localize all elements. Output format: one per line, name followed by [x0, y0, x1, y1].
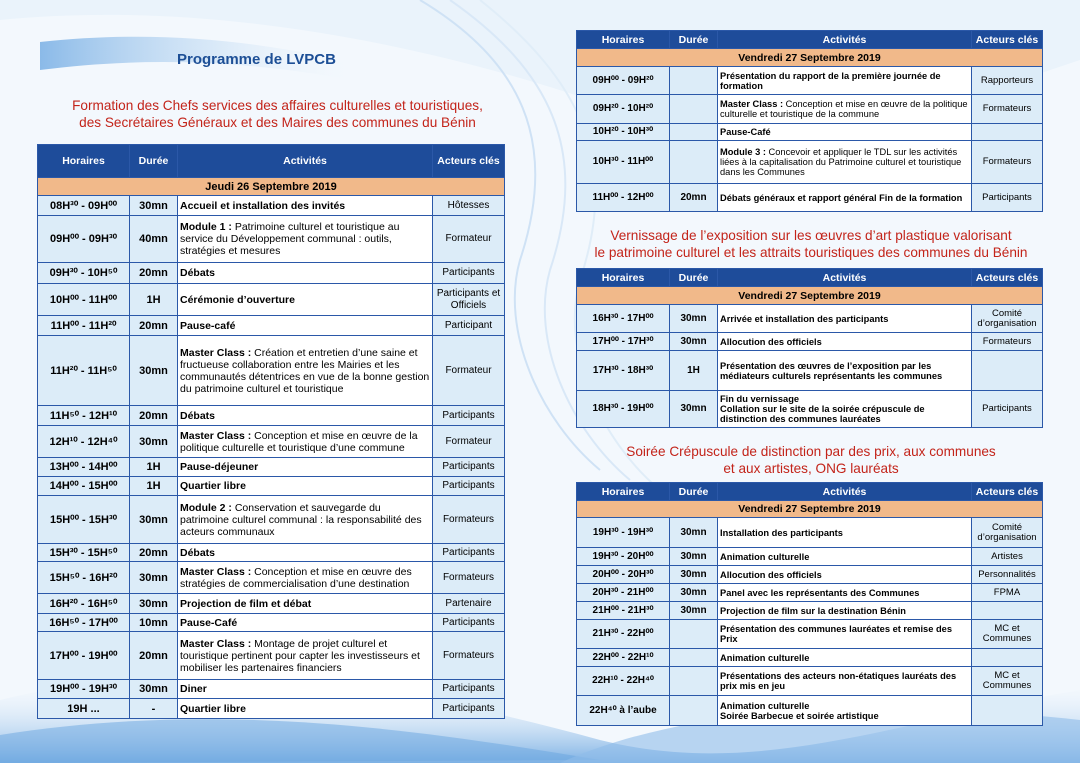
cell-acteurs: Participants et Officiels [433, 284, 505, 316]
table-row [577, 548, 1043, 566]
cell-horaire: 19H⁰⁰ - 19H³⁰ [38, 680, 130, 699]
cell-acteurs: Formateurs [433, 496, 505, 544]
cell-activite [718, 620, 972, 649]
activite-title: Module 2 : [180, 501, 232, 514]
cell-horaire: 15H⁵⁰ - 16H²⁰ [38, 562, 130, 594]
cell-horaire: 17H⁰⁰ - 17H³⁰ [577, 333, 670, 351]
cell-activite [718, 391, 972, 428]
header-acteurs: Acteurs clés [433, 145, 505, 178]
cell-acteurs: Hôtesses [433, 196, 505, 216]
cell-acteurs: Participants [433, 544, 505, 562]
cell-duree [670, 696, 718, 726]
cell-duree: 30mn [130, 680, 178, 699]
cell-activite [178, 426, 433, 458]
cell-duree: 30mn [130, 594, 178, 614]
activite-title: Pause-déjeuner [180, 461, 259, 473]
table-row [38, 496, 505, 544]
cell-activite [178, 263, 433, 284]
cell-activite [178, 614, 433, 632]
cell-activite [718, 95, 972, 124]
header-activites: Activités [718, 269, 972, 287]
table-row [577, 518, 1043, 548]
cell-horaire: 20H⁰⁰ - 20H³⁰ [577, 566, 670, 584]
activite-description: Conservation et sauvegarde du patrimoine culturel communal : la responsabilité des acteurs communaux [180, 501, 422, 538]
table-row [577, 391, 1043, 428]
activite-title: Allocution des officiels [720, 336, 822, 347]
cell-horaire: 22H¹⁰ - 22H⁴⁰ [577, 667, 670, 696]
cell-horaire: 11H⁰⁰ - 12H⁰⁰ [577, 184, 670, 212]
table-header-row [577, 31, 1043, 49]
table-row [38, 699, 505, 719]
table-row [38, 216, 505, 263]
cell-horaire: 12H¹⁰ - 12H⁴⁰ [38, 426, 130, 458]
cell-duree [670, 124, 718, 141]
cell-acteurs [972, 602, 1043, 620]
cell-acteurs: Comité d’organisation [972, 518, 1043, 548]
cell-duree: 1H [130, 458, 178, 477]
cell-activite [718, 518, 972, 548]
table-row [38, 263, 505, 284]
page-title: Programme de LVPCB [177, 51, 336, 68]
cell-acteurs: Participants [433, 263, 505, 284]
activite-title: Installation des participants [720, 527, 843, 538]
activite-title: Module 1 : [180, 221, 232, 233]
vernissage-table [576, 268, 1043, 428]
cell-acteurs [972, 124, 1043, 141]
table-row [38, 477, 505, 496]
cell-activite [718, 566, 972, 584]
subtitle-line: Soirée Crépuscule de distinction par des prix, aux communes [626, 444, 996, 459]
cell-activite [718, 602, 972, 620]
header-horaires: Horaires [577, 483, 670, 501]
cell-duree: 40mn [130, 216, 178, 263]
cell-horaire: 09H⁰⁰ - 09H³⁰ [38, 216, 130, 263]
cell-acteurs: Partenaire [433, 594, 505, 614]
vernissage-subtitle [572, 227, 1050, 261]
cell-horaire: 09H⁰⁰ - 09H²⁰ [577, 67, 670, 95]
cell-duree: 30mn [130, 496, 178, 544]
activite-title: Master Class : [720, 99, 784, 109]
table-row [577, 602, 1043, 620]
table-row [38, 196, 505, 216]
subtitle-line: et aux artistes, ONG lauréats [723, 461, 899, 476]
date-row [577, 49, 1043, 67]
table-row [577, 584, 1043, 602]
activite-description: Conception et mise en œuvre des stratégies de commercialisation d’une destination [180, 565, 412, 590]
cell-activite [178, 477, 433, 496]
table-header-row [577, 483, 1043, 501]
table-row [577, 184, 1043, 212]
activite-title: Allocution des officiels [720, 569, 822, 580]
cell-acteurs: Participant [433, 316, 505, 336]
cell-duree: 10mn [130, 614, 178, 632]
cell-duree: 1H [130, 477, 178, 496]
cell-horaire: 10H⁰⁰ - 11H⁰⁰ [38, 284, 130, 316]
cell-horaire: 22H⁴⁰ à l’aube [577, 696, 670, 726]
cell-horaire: 08H³⁰ - 09H⁰⁰ [38, 196, 130, 216]
cell-duree [670, 667, 718, 696]
cell-horaire: 10H³⁰ - 11H⁰⁰ [577, 141, 670, 184]
table-row [577, 696, 1043, 726]
activite-title: Animation culturelle [720, 652, 810, 663]
cell-duree: 20mn [130, 263, 178, 284]
cell-activite [718, 584, 972, 602]
table-row [577, 95, 1043, 124]
formation-day1-table [37, 144, 505, 719]
activite-title: Présentation du rapport de la première journée de formation [720, 70, 941, 91]
activite-title: Module 3 : [720, 147, 766, 157]
cell-acteurs: Formateur [433, 336, 505, 406]
cell-activite [178, 594, 433, 614]
cell-horaire: 16H²⁰ - 16H⁵⁰ [38, 594, 130, 614]
table-row [577, 351, 1043, 391]
cell-acteurs: Personnalités [972, 566, 1043, 584]
cell-activite [718, 649, 972, 667]
date-row [577, 287, 1043, 305]
subtitle-line: des Secrétaires Généraux et des Maires des communes du Bénin [79, 115, 476, 130]
cell-acteurs: Formateur [433, 426, 505, 458]
cell-acteurs: MC et Communes [972, 667, 1043, 696]
table-row [577, 141, 1043, 184]
cell-horaire: 10H²⁰ - 10H³⁰ [577, 124, 670, 141]
activite-title: Débats [180, 267, 216, 279]
activite-title: Présentation des œuvres de l’exposition par les médiateurs culturels représentants les communes [720, 360, 943, 381]
cell-duree [670, 649, 718, 667]
activite-title: Accueil et installation des invités [180, 199, 346, 212]
cell-activite [178, 496, 433, 544]
cell-activite [718, 184, 972, 212]
cell-activite [178, 406, 433, 426]
table-row [38, 680, 505, 699]
table-row [38, 594, 505, 614]
table-row [577, 305, 1043, 333]
cell-horaire: 13H⁰⁰ - 14H⁰⁰ [38, 458, 130, 477]
activite-title: Débats généraux et rapport général Fin de la formation [720, 192, 963, 203]
table-row [38, 614, 505, 632]
cell-acteurs: Participants [433, 680, 505, 699]
cell-acteurs [972, 649, 1043, 667]
activite-description: Montage de projet culturel et touristique pertinent pour capter les investisseurs et mobiliser les partenaires financiers [180, 637, 420, 674]
cell-duree: 20mn [670, 184, 718, 212]
activite-title: Présentations des acteurs non-étatiques lauréats des prix mis en jeu [720, 671, 957, 691]
table-row [38, 544, 505, 562]
activite-title: Débats [180, 546, 216, 559]
activite-title: Quartier libre [180, 702, 246, 715]
cell-activite [178, 544, 433, 562]
cell-acteurs: Artistes [972, 548, 1043, 566]
activite-title: Fin du vernissage Collation sur le site de la soirée crépuscule de distinction des communes lauréates [720, 394, 925, 424]
activite-description: Patrimoine culturel et touristique au service du Développement communal : outils, stratégies et mesures [180, 221, 400, 257]
cell-horaire: 11H⁵⁰ - 12H¹⁰ [38, 406, 130, 426]
cell-duree [670, 95, 718, 124]
cell-horaire: 15H³⁰ - 15H⁵⁰ [38, 544, 130, 562]
cell-acteurs: Formateurs [972, 333, 1043, 351]
table-row [577, 566, 1043, 584]
cell-acteurs: Formateurs [972, 95, 1043, 124]
cell-duree: 30mn [670, 602, 718, 620]
activite-title: Projection de film et débat [180, 597, 312, 610]
cell-horaire: 18H³⁰ - 19H⁰⁰ [577, 391, 670, 428]
subtitle-line: Vernissage de l’exposition sur les œuvres d’art plastique valorisant [610, 228, 1012, 243]
date-label: Vendredi 27 Septembre 2019 [577, 501, 1043, 518]
cell-acteurs: Formateurs [433, 632, 505, 680]
header-acteurs: Acteurs clés [972, 31, 1043, 49]
table-row [577, 124, 1043, 141]
cell-activite [178, 284, 433, 316]
cell-acteurs [972, 351, 1043, 391]
cell-horaire: 09H²⁰ - 10H²⁰ [577, 95, 670, 124]
activite-title: Master Class : [180, 429, 252, 442]
date-row [577, 501, 1043, 518]
activite-title: Projection de film sur la destination Bénin [720, 605, 906, 616]
activite-description: Création et entretien d’une saine et fructueuse collaboration entre les Mairies et les communautés détentrices en vue de la bonne gestion du patrimoine culturel et touristique [180, 346, 430, 395]
table-row [38, 426, 505, 458]
cell-horaire: 19H³⁰ - 20H⁰⁰ [577, 548, 670, 566]
cell-activite [178, 632, 433, 680]
activite-description: Concevoir et appliquer le TDL sur les activités liées à la capitalisation du Patrimoine culturel et touristique dans les Communes [720, 147, 962, 177]
cell-duree: 30mn [670, 391, 718, 428]
header-horaires: Horaires [577, 269, 670, 287]
cell-duree: 30mn [670, 584, 718, 602]
cell-horaire: 17H³⁰ - 18H³⁰ [577, 351, 670, 391]
cell-acteurs [972, 696, 1043, 726]
cell-activite [178, 336, 433, 406]
activite-title: Pause-Café [720, 127, 771, 137]
table-row [38, 458, 505, 477]
activite-description: Conception et mise en œuvre de la politique culturelle et touristique de la commune [720, 99, 968, 119]
cell-activite [718, 305, 972, 333]
cell-duree: 30mn [670, 333, 718, 351]
activite-title: Master Class : [180, 637, 252, 650]
cell-horaire: 14H⁰⁰ - 15H⁰⁰ [38, 477, 130, 496]
cell-horaire: 17H⁰⁰ - 19H⁰⁰ [38, 632, 130, 680]
activite-title: Débats [180, 409, 216, 422]
cell-activite [178, 699, 433, 719]
activite-title: Master Class : [180, 346, 252, 359]
header-activites: Activités [178, 145, 433, 178]
activite-title: Pause-Café [180, 616, 238, 629]
cell-duree: 30mn [130, 336, 178, 406]
table-row [38, 284, 505, 316]
cell-duree: 20mn [130, 632, 178, 680]
table-row [577, 649, 1043, 667]
soiree-table [576, 482, 1043, 726]
cell-acteurs: Comité d’organisation [972, 305, 1043, 333]
cell-acteurs: Participants [433, 406, 505, 426]
activite-title: Quartier libre [180, 480, 246, 492]
cell-duree: 20mn [130, 544, 178, 562]
cell-acteurs: Participants [972, 184, 1043, 212]
cell-activite [718, 667, 972, 696]
cell-horaire: 11H⁰⁰ - 11H²⁰ [38, 316, 130, 336]
formation-day2-table [576, 30, 1043, 212]
date-label: Vendredi 27 Septembre 2019 [577, 49, 1043, 67]
cell-duree: 1H [130, 284, 178, 316]
cell-horaire: 20H³⁰ - 21H⁰⁰ [577, 584, 670, 602]
cell-duree: 30mn [670, 566, 718, 584]
cell-duree [670, 141, 718, 184]
cell-activite [718, 141, 972, 184]
table-header-row [38, 145, 505, 178]
cell-acteurs: Rapporteurs [972, 67, 1043, 95]
cell-activite [178, 680, 433, 699]
cell-acteurs: Participants [433, 614, 505, 632]
table-header-row [577, 269, 1043, 287]
cell-horaire: 09H³⁰ - 10H⁵⁰ [38, 263, 130, 284]
subtitle-line: le patrimoine culturel et les attraits touristiques des communes du Bénin [594, 245, 1028, 260]
cell-duree: - [130, 699, 178, 719]
cell-duree: 30mn [130, 562, 178, 594]
cell-horaire: 21H⁰⁰ - 21H³⁰ [577, 602, 670, 620]
cell-horaire: 16H³⁰ - 17H⁰⁰ [577, 305, 670, 333]
date-row [38, 178, 505, 196]
activite-title: Animation culturelle [720, 551, 810, 562]
header-duree: Durée [670, 31, 718, 49]
cell-horaire: 11H²⁰ - 11H⁵⁰ [38, 336, 130, 406]
date-label: Jeudi 26 Septembre 2019 [38, 178, 505, 196]
cell-acteurs: Formateurs [972, 141, 1043, 184]
cell-acteurs: Formateur [433, 216, 505, 263]
cell-horaire: 19H³⁰ - 19H³⁰ [577, 518, 670, 548]
soiree-subtitle [572, 443, 1050, 477]
cell-activite [178, 458, 433, 477]
table-row [38, 406, 505, 426]
activite-title: Pause-café [180, 319, 236, 332]
cell-activite [718, 548, 972, 566]
activite-title: Master Class : [180, 565, 252, 578]
table-row [38, 632, 505, 680]
cell-horaire: 16H⁵⁰ - 17H⁰⁰ [38, 614, 130, 632]
activite-title: Arrivée et installation des participants [720, 313, 889, 324]
cell-acteurs: Participants [433, 458, 505, 477]
cell-activite [718, 351, 972, 391]
activite-description: Conception et mise en œuvre de la politique culturelle et touristique d’une commune [180, 429, 418, 454]
cell-activite [718, 124, 972, 141]
cell-duree [670, 620, 718, 649]
activite-title: Animation culturelle Soirée Barbecue et soirée artistique [720, 700, 879, 721]
subtitle-line: Formation des Chefs services des affaires culturelles et touristiques, [72, 98, 483, 113]
cell-duree: 30mn [670, 548, 718, 566]
table-row [577, 667, 1043, 696]
header-horaires: Horaires [577, 31, 670, 49]
activite-title: Présentation des communes lauréates et remise des Prix [720, 624, 953, 644]
cell-activite [178, 562, 433, 594]
cell-duree: 1H [670, 351, 718, 391]
header-duree: Durée [670, 483, 718, 501]
table-row [577, 620, 1043, 649]
activite-title: Panel avec les représentants des Communes [720, 587, 920, 598]
header-horaires: Horaires [38, 145, 130, 178]
cell-acteurs: FPMA [972, 584, 1043, 602]
header-acteurs: Acteurs clés [972, 483, 1043, 501]
cell-acteurs: Participants [433, 699, 505, 719]
cell-acteurs: MC et Communes [972, 620, 1043, 649]
cell-activite [178, 216, 433, 263]
table-row [38, 562, 505, 594]
cell-horaire: 19H ... [38, 699, 130, 719]
activite-title: Cérémonie d’ouverture [180, 293, 295, 306]
cell-acteurs: Participants [433, 477, 505, 496]
cell-duree: 20mn [130, 316, 178, 336]
cell-horaire: 22H⁰⁰ - 22H¹⁰ [577, 649, 670, 667]
cell-horaire: 15H⁰⁰ - 15H³⁰ [38, 496, 130, 544]
cell-duree: 30mn [130, 426, 178, 458]
activite-title: Diner [180, 683, 207, 695]
cell-activite [718, 696, 972, 726]
cell-acteurs: Participants [972, 391, 1043, 428]
cell-activite [178, 196, 433, 216]
cell-activite [178, 316, 433, 336]
header-duree: Durée [670, 269, 718, 287]
cell-activite [718, 333, 972, 351]
cell-duree [670, 67, 718, 95]
header-duree: Durée [130, 145, 178, 178]
cell-activite [718, 67, 972, 95]
cell-duree: 30mn [670, 305, 718, 333]
cell-duree: 20mn [130, 406, 178, 426]
formation-subtitle [35, 97, 520, 131]
header-activites: Activités [718, 31, 972, 49]
cell-duree: 30mn [670, 518, 718, 548]
header-activites: Activités [718, 483, 972, 501]
table-row [38, 336, 505, 406]
date-label: Vendredi 27 Septembre 2019 [577, 287, 1043, 305]
table-row [38, 316, 505, 336]
table-row [577, 333, 1043, 351]
cell-acteurs: Formateurs [433, 562, 505, 594]
cell-horaire: 21H³⁰ - 22H⁰⁰ [577, 620, 670, 649]
cell-duree: 30mn [130, 196, 178, 216]
header-acteurs: Acteurs clés [972, 269, 1043, 287]
table-row [577, 67, 1043, 95]
